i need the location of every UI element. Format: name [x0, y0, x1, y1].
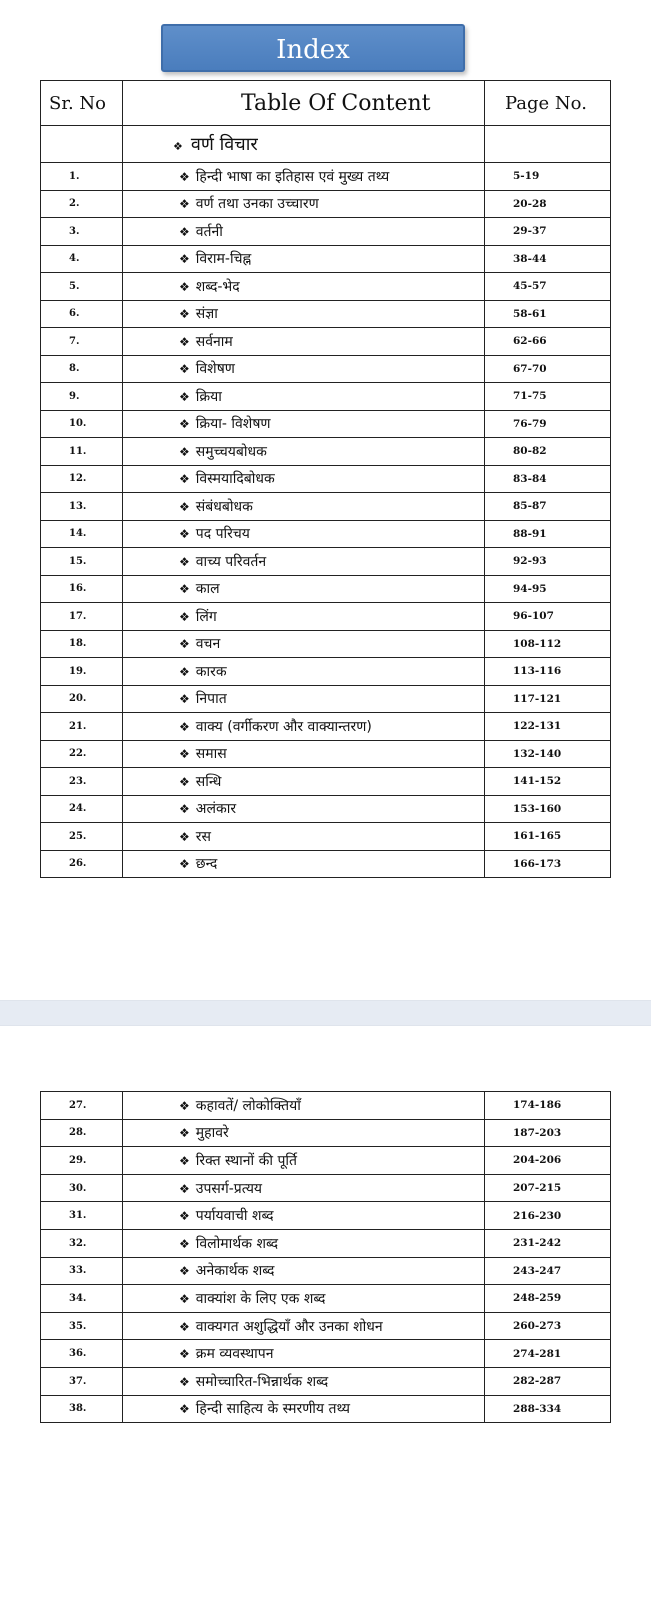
bullet-icon: ❖ — [179, 1236, 190, 1251]
serial-number: 21. — [41, 713, 123, 741]
bullet-icon: ❖ — [179, 1402, 190, 1417]
chapter-title: पर्यायवाची शब्द — [195, 1208, 274, 1225]
chapter-title-cell — [123, 465, 485, 493]
bullet-icon: ❖ — [179, 719, 190, 734]
bullet-icon: ❖ — [179, 1264, 190, 1279]
bullet-icon: ❖ — [179, 1374, 190, 1389]
chapter-title: क्रिया — [195, 388, 222, 405]
bullet-icon: ❖ — [179, 554, 190, 569]
chapter-title-cell — [123, 1119, 485, 1147]
page-range: 85-87 — [485, 493, 611, 521]
chapter-title-cell — [123, 190, 485, 218]
serial-number: 13. — [41, 493, 123, 521]
serial-number: 16. — [41, 575, 123, 603]
chapter-title: संबंधबोधक — [195, 498, 253, 515]
table-row — [41, 163, 611, 191]
table-row — [41, 1119, 611, 1147]
serial-number: 5. — [41, 273, 123, 301]
bullet-icon: ❖ — [179, 1291, 190, 1306]
page-range: 71-75 — [485, 383, 611, 411]
bullet-icon: ❖ — [173, 140, 183, 153]
page-range: 62-66 — [485, 328, 611, 356]
table-row — [41, 245, 611, 273]
serial-number: 19. — [41, 658, 123, 686]
chapter-title-cell — [123, 383, 485, 411]
table-row — [41, 383, 611, 411]
serial-number: 17. — [41, 603, 123, 631]
bullet-icon: ❖ — [179, 1347, 190, 1362]
chapter-title: सन्धि — [195, 773, 222, 790]
chapter-title: हिन्दी भाषा का इतिहास एवं मुख्य तथ्य — [195, 168, 390, 185]
page-range: 5-19 — [485, 163, 611, 191]
page-range: 282-287 — [485, 1367, 611, 1395]
chapter-title: क्रिया- विशेषण — [195, 416, 271, 433]
bullet-icon: ❖ — [179, 802, 190, 817]
serial-number: 12. — [41, 465, 123, 493]
serial-number: 32. — [41, 1229, 123, 1257]
chapter-title-cell — [123, 713, 485, 741]
serial-number: 10. — [41, 410, 123, 438]
chapter-title: वर्तनी — [195, 223, 223, 240]
chapter-title-cell — [123, 328, 485, 356]
page-range: 96-107 — [485, 603, 611, 631]
page-range: 260-273 — [485, 1312, 611, 1340]
serial-number: 37. — [41, 1367, 123, 1395]
serial-number: 31. — [41, 1202, 123, 1230]
bullet-icon: ❖ — [179, 609, 190, 624]
serial-number: 1. — [41, 163, 123, 191]
bullet-icon: ❖ — [179, 774, 190, 789]
page-separator — [0, 1000, 651, 1026]
section-title — [123, 126, 485, 163]
bullet-icon: ❖ — [179, 527, 190, 542]
serial-number: 28. — [41, 1119, 123, 1147]
header-table-of-content: Table Of Content — [123, 81, 485, 126]
table-row — [41, 685, 611, 713]
chapter-title-cell — [123, 163, 485, 191]
chapter-title-cell — [123, 300, 485, 328]
page-range: 231-242 — [485, 1229, 611, 1257]
bullet-icon: ❖ — [179, 362, 190, 377]
bullet-icon: ❖ — [179, 334, 190, 349]
chapter-title-cell — [123, 1257, 485, 1285]
chapter-title-cell — [123, 1340, 485, 1368]
table-row — [41, 1174, 611, 1202]
table-row — [41, 1340, 611, 1368]
page-range: 174-186 — [485, 1092, 611, 1120]
chapter-title: रस — [195, 828, 211, 845]
document-page-2 — [0, 1026, 651, 1600]
bullet-icon: ❖ — [179, 444, 190, 459]
chapter-title: अनेकार्थक शब्द — [195, 1263, 275, 1280]
serial-number: 8. — [41, 355, 123, 383]
table-row — [41, 1092, 611, 1120]
page-range: 274-281 — [485, 1340, 611, 1368]
page-range: 187-203 — [485, 1119, 611, 1147]
table-row — [41, 438, 611, 466]
table-row — [41, 768, 611, 796]
table-row — [41, 465, 611, 493]
chapter-title: सर्वनाम — [195, 333, 233, 350]
serial-number: 15. — [41, 548, 123, 576]
index-banner: Index — [161, 24, 465, 72]
bullet-icon: ❖ — [179, 279, 190, 294]
chapter-title: विलोमार्थक शब्द — [195, 1235, 279, 1252]
bullet-icon: ❖ — [179, 1209, 190, 1224]
chapter-title-cell — [123, 658, 485, 686]
table-row — [41, 1367, 611, 1395]
chapter-title-cell — [123, 740, 485, 768]
chapter-title-cell — [123, 1147, 485, 1175]
page-range: 122-131 — [485, 713, 611, 741]
table-row — [41, 1202, 611, 1230]
page-range: 113-116 — [485, 658, 611, 686]
table-row — [41, 1285, 611, 1313]
bullet-icon: ❖ — [179, 1181, 190, 1196]
chapter-title-cell — [123, 1285, 485, 1313]
serial-number: 29. — [41, 1147, 123, 1175]
chapter-title-cell — [123, 850, 485, 878]
chapter-title-cell — [123, 603, 485, 631]
chapter-title: उपसर्ग-प्रत्यय — [195, 1180, 263, 1197]
page-range: 117-121 — [485, 685, 611, 713]
serial-number: 14. — [41, 520, 123, 548]
chapter-title-cell — [123, 823, 485, 851]
page-range: 29-37 — [485, 218, 611, 246]
serial-number: 35. — [41, 1312, 123, 1340]
table-row — [41, 190, 611, 218]
bullet-icon: ❖ — [179, 829, 190, 844]
serial-number: 3. — [41, 218, 123, 246]
page-range: 243-247 — [485, 1257, 611, 1285]
bullet-icon: ❖ — [179, 389, 190, 404]
table-row — [41, 328, 611, 356]
serial-number: 24. — [41, 795, 123, 823]
serial-number: 23. — [41, 768, 123, 796]
chapter-title-cell — [123, 575, 485, 603]
page-range: 166-173 — [485, 850, 611, 878]
serial-number: 38. — [41, 1395, 123, 1423]
chapter-title-cell — [123, 1367, 485, 1395]
page-range: 132-140 — [485, 740, 611, 768]
page-range: 141-152 — [485, 768, 611, 796]
bullet-icon: ❖ — [179, 1098, 190, 1113]
table-row — [41, 1257, 611, 1285]
chapter-title: कहावतें/ लोकोक्तियाँ — [195, 1097, 301, 1114]
serial-number: 6. — [41, 300, 123, 328]
section-page-cell — [485, 126, 611, 163]
serial-number: 11. — [41, 438, 123, 466]
page-range: 108-112 — [485, 630, 611, 658]
header-page-no: Page No. — [485, 81, 611, 126]
bullet-icon: ❖ — [179, 857, 190, 872]
bullet-icon: ❖ — [179, 637, 190, 652]
table-row — [41, 410, 611, 438]
bullet-icon: ❖ — [179, 307, 190, 322]
bullet-icon: ❖ — [179, 692, 190, 707]
table-row — [41, 575, 611, 603]
table-row — [41, 603, 611, 631]
chapter-title: संज्ञा — [195, 306, 218, 323]
bullet-icon: ❖ — [179, 1319, 190, 1334]
chapter-title: वाक्य (वर्गीकरण और वाक्यान्तरण) — [195, 718, 372, 735]
chapter-title: समुच्चयबोधक — [195, 443, 267, 460]
table-row — [41, 355, 611, 383]
chapter-title-cell — [123, 630, 485, 658]
chapter-title-cell — [123, 520, 485, 548]
table-row — [41, 713, 611, 741]
page-range: 83-84 — [485, 465, 611, 493]
chapter-title: शब्द-भेद — [195, 278, 240, 295]
page-range: 76-79 — [485, 410, 611, 438]
serial-number: 22. — [41, 740, 123, 768]
chapter-title: मुहावरे — [195, 1125, 229, 1142]
chapter-title: निपात — [195, 691, 227, 708]
table-row — [41, 493, 611, 521]
chapter-title-cell — [123, 1174, 485, 1202]
page-range: 80-82 — [485, 438, 611, 466]
chapter-title: विशेषण — [195, 361, 235, 378]
serial-number: 7. — [41, 328, 123, 356]
serial-number: 2. — [41, 190, 123, 218]
table-row — [41, 548, 611, 576]
serial-number: 36. — [41, 1340, 123, 1368]
header-sr-no: Sr. No — [41, 81, 123, 126]
page-range: 94-95 — [485, 575, 611, 603]
chapter-title-cell — [123, 1229, 485, 1257]
chapter-title-cell — [123, 1092, 485, 1120]
chapter-title: छन्द — [195, 856, 218, 873]
serial-number: 9. — [41, 383, 123, 411]
table-header-row — [41, 81, 611, 126]
bullet-icon: ❖ — [179, 1153, 190, 1168]
table-row — [41, 1229, 611, 1257]
bullet-icon: ❖ — [179, 582, 190, 597]
table-row — [41, 850, 611, 878]
page-range: 207-215 — [485, 1174, 611, 1202]
table-row — [41, 740, 611, 768]
serial-number: 34. — [41, 1285, 123, 1313]
chapter-title-cell — [123, 1312, 485, 1340]
chapter-title: लिंग — [195, 608, 217, 625]
bullet-icon: ❖ — [179, 664, 190, 679]
bullet-icon: ❖ — [179, 472, 190, 487]
chapter-title-cell — [123, 438, 485, 466]
chapter-title: वाच्य परिवर्तन — [195, 553, 267, 570]
chapter-title: वर्ण तथा उनका उच्चारण — [195, 196, 319, 213]
page-range: 20-28 — [485, 190, 611, 218]
bullet-icon: ❖ — [179, 224, 190, 239]
chapter-title-cell — [123, 218, 485, 246]
chapter-title-cell — [123, 410, 485, 438]
table-row — [41, 1147, 611, 1175]
page-range: 38-44 — [485, 245, 611, 273]
chapter-title: कारक — [195, 663, 227, 680]
chapter-title: वचन — [195, 636, 221, 653]
chapter-title: हिन्दी साहित्य के स्मरणीय तथ्य — [195, 1401, 351, 1418]
chapter-title: समोच्चारित-भिन्नार्थक शब्द — [195, 1373, 329, 1390]
page-range: 88-91 — [485, 520, 611, 548]
bullet-icon: ❖ — [179, 747, 190, 762]
chapter-title: अलंकार — [195, 801, 237, 818]
serial-number: 27. — [41, 1092, 123, 1120]
bullet-icon: ❖ — [179, 197, 190, 212]
table-row — [41, 300, 611, 328]
toc-table — [40, 80, 611, 878]
chapter-title-cell — [123, 493, 485, 521]
table-row — [41, 658, 611, 686]
page-range: 216-230 — [485, 1202, 611, 1230]
page-range: 58-61 — [485, 300, 611, 328]
page-range: 45-57 — [485, 273, 611, 301]
chapter-title-cell — [123, 355, 485, 383]
toc-table-continued — [40, 1091, 611, 1423]
chapter-title-cell — [123, 1395, 485, 1423]
page-range: 153-160 — [485, 795, 611, 823]
page-range: 288-334 — [485, 1395, 611, 1423]
page-range: 248-259 — [485, 1285, 611, 1313]
serial-number: 26. — [41, 850, 123, 878]
chapter-title-cell — [123, 273, 485, 301]
chapter-title: विस्मयादिबोधक — [195, 471, 275, 488]
chapter-title: वाक्यगत अशुद्धियाँ और उनका शोधन — [195, 1318, 383, 1335]
section-title-text: वर्ण विचार — [190, 134, 258, 155]
table-row — [41, 795, 611, 823]
chapter-title: वाक्यांश के लिए एक शब्द — [195, 1290, 326, 1307]
chapter-title: क्रम व्यवस्थापन — [195, 1346, 274, 1363]
serial-number: 20. — [41, 685, 123, 713]
chapter-title-cell — [123, 245, 485, 273]
serial-number: 33. — [41, 1257, 123, 1285]
serial-number: 18. — [41, 630, 123, 658]
chapter-title-cell — [123, 1202, 485, 1230]
serial-number: 4. — [41, 245, 123, 273]
chapter-title: रिक्त स्थानों की पूर्ति — [195, 1152, 298, 1169]
table-row — [41, 218, 611, 246]
table-row — [41, 630, 611, 658]
bullet-icon: ❖ — [179, 1126, 190, 1141]
chapter-title-cell — [123, 685, 485, 713]
page-range: 92-93 — [485, 548, 611, 576]
chapter-title: काल — [195, 581, 220, 598]
page-range: 161-165 — [485, 823, 611, 851]
bullet-icon: ❖ — [179, 252, 190, 267]
chapter-title-cell — [123, 768, 485, 796]
serial-number: 30. — [41, 1174, 123, 1202]
bullet-icon: ❖ — [179, 417, 190, 432]
chapter-title: विराम-चिह्न — [195, 251, 252, 268]
page-range: 67-70 — [485, 355, 611, 383]
table-row — [41, 823, 611, 851]
section-row — [41, 126, 611, 163]
chapter-title-cell — [123, 548, 485, 576]
table-row — [41, 1312, 611, 1340]
chapter-title: समास — [195, 746, 227, 763]
page-range: 204-206 — [485, 1147, 611, 1175]
chapter-title: पद परिचय — [195, 526, 250, 543]
table-row — [41, 520, 611, 548]
bullet-icon: ❖ — [179, 499, 190, 514]
table-row — [41, 1395, 611, 1423]
bullet-icon: ❖ — [179, 169, 190, 184]
section-sr-cell — [41, 126, 123, 163]
chapter-title-cell — [123, 795, 485, 823]
serial-number: 25. — [41, 823, 123, 851]
table-row — [41, 273, 611, 301]
